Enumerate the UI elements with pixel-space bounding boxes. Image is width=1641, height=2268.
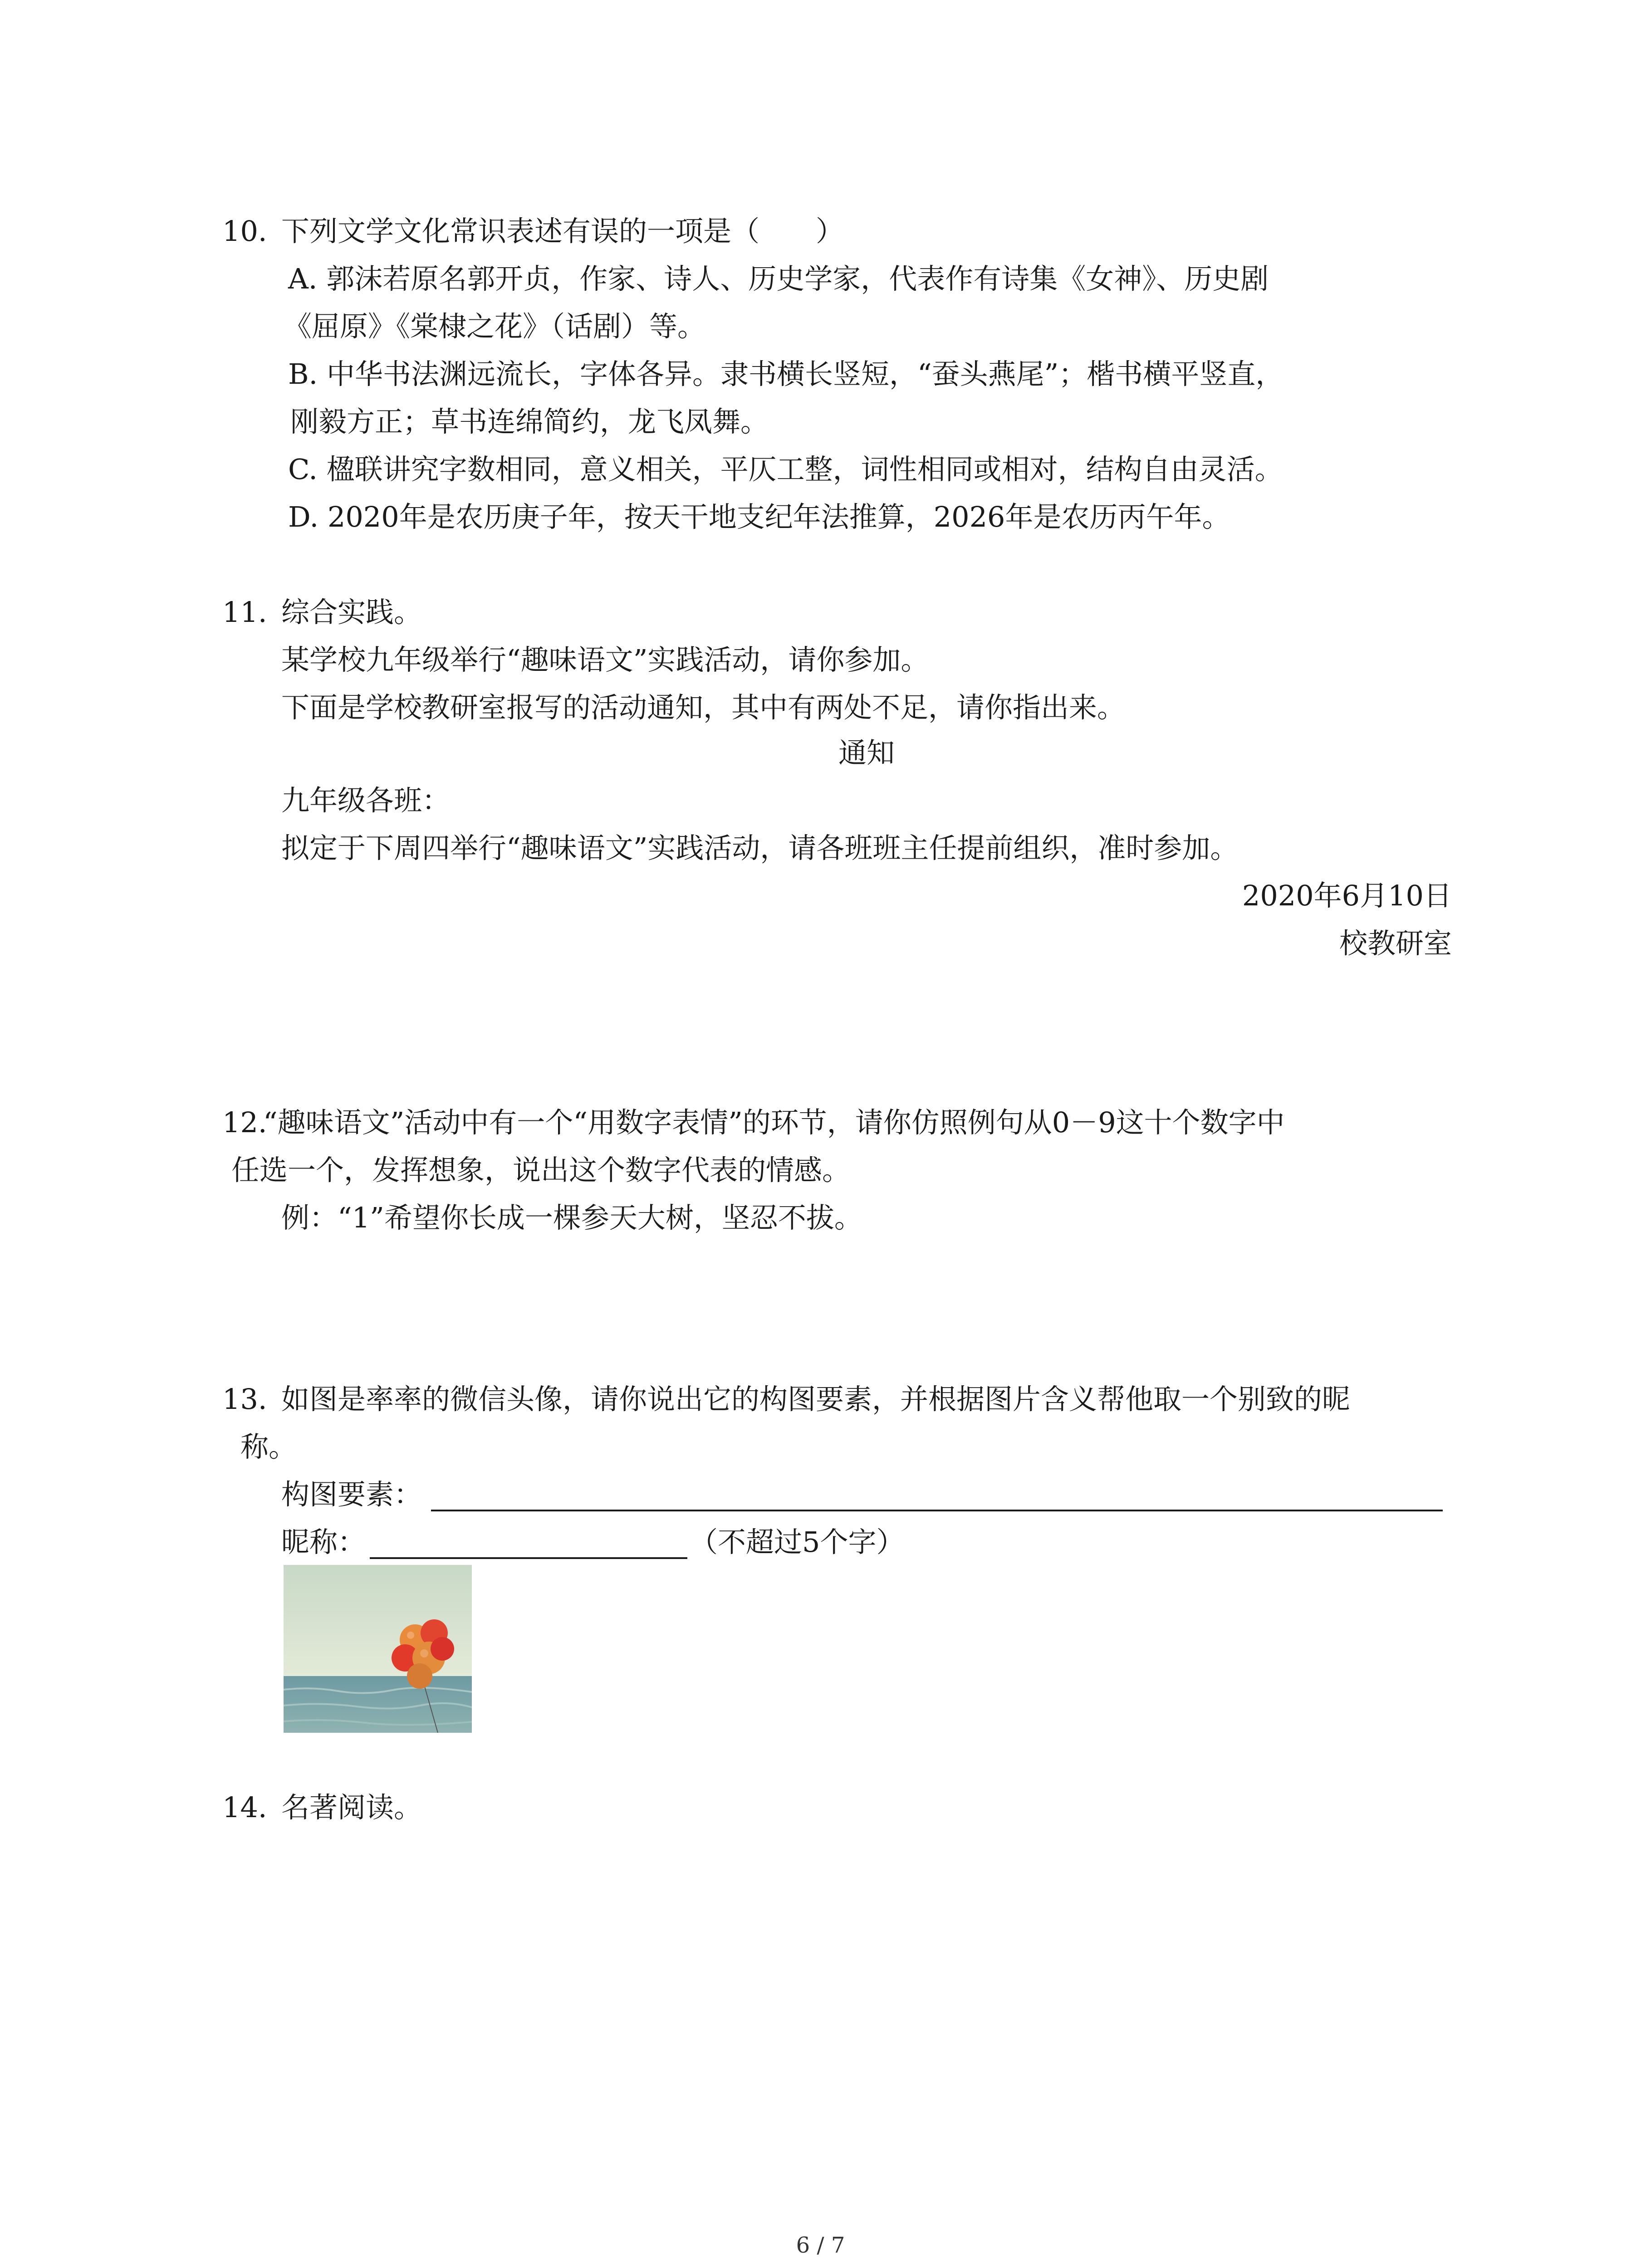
q13-line-2: 称。: [240, 1430, 297, 1463]
q10-option-d: D. 2020年是农历庚子年，按天干地支纪年法推算，2026年是农历丙午年。: [288, 500, 1230, 533]
nickname-note: （不超过5个字）: [690, 1525, 905, 1559]
notice-body: 拟定于下周四举行“趣味语文”实践活动，请各班班主任提前组织，准时参加。: [281, 831, 1239, 865]
q11-intro-2: 下面是学校教研室报写的活动通知，其中有两处不足，请你指出来。: [281, 691, 1126, 724]
q10-stem: 下列文学文化常识表述有误的一项是（ ）: [281, 215, 844, 248]
nickname-label: 昵称：: [281, 1525, 366, 1559]
notice-signature: 校教研室: [1339, 927, 1452, 960]
q12-line-2: 任选一个，发挥想象，说出这个数字代表的情感。: [231, 1154, 851, 1187]
q10-option-b-line1: B. 中华书法渊远流长，字体各异。隶书横长竖短，“蚕头燕尾”；楷书横平竖直，: [288, 357, 1284, 391]
q14-title: 名著阅读。: [281, 1791, 422, 1824]
q14-number: 14.: [222, 1791, 267, 1824]
q12-line-1: “趣味语文”活动中有一个“用数字表情”的环节，请你仿照例句从0－9这十个数字中: [263, 1106, 1285, 1139]
q13-number: 13.: [222, 1383, 267, 1416]
notice-title: 通知: [838, 736, 895, 769]
composition-label: 构图要素：: [281, 1478, 422, 1511]
q11-title: 综合实践。: [281, 596, 422, 629]
page-number: 6 / 7: [796, 2233, 845, 2258]
wechat-avatar-image: [284, 1565, 472, 1733]
q10-option-a-line2: 《屈原》《棠棣之花》（话剧）等。: [284, 310, 706, 343]
notice-date: 2020年6月10日: [1242, 879, 1452, 912]
nickname-answer-line[interactable]: [370, 1557, 687, 1559]
q10-option-c: C. 楹联讲究字数相同，意义相关，平仄工整，词性相同或相对，结构自由灵活。: [288, 453, 1283, 486]
q11-intro-1: 某学校九年级举行“趣味语文”实践活动，请你参加。: [281, 643, 929, 676]
q12-example: 例：“1”希望你长成一棵参天大树，坚忍不拔。: [281, 1201, 862, 1234]
q11-number: 11.: [222, 596, 267, 629]
q10-option-a-line1: A. 郭沫若原名郭开贞，作家、诗人、历史学家，代表作有诗集《女神》、历史剧: [288, 262, 1269, 295]
q10-option-b-line2: 刚毅方正；草书连绵简约，龙飞凤舞。: [290, 405, 769, 438]
notice-recipient: 九年级各班：: [281, 784, 451, 817]
q10-number: 10.: [222, 215, 267, 248]
composition-answer-line[interactable]: [431, 1510, 1443, 1511]
q13-line-1: 如图是率率的微信头像，请你说出它的构图要素，并根据图片含义帮他取一个别致的昵: [281, 1383, 1351, 1416]
q12-number: 12.: [222, 1106, 267, 1139]
